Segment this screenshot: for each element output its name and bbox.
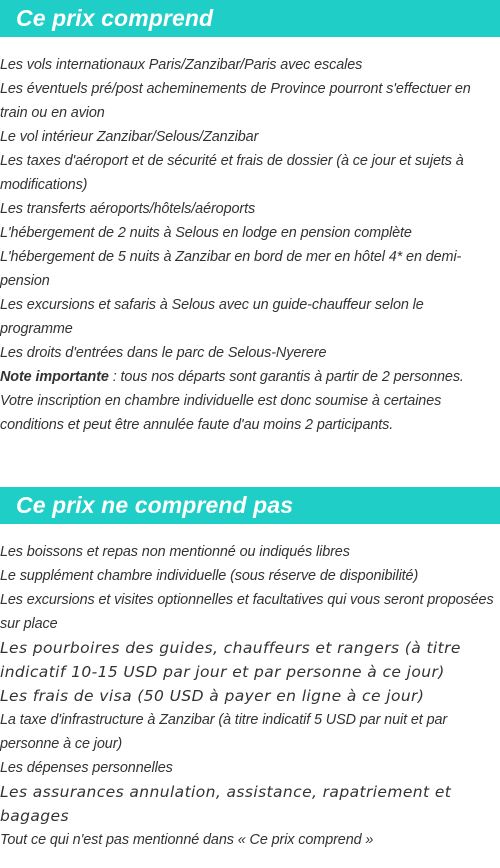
included-item: L'hébergement de 2 nuits à Selous en lodge en pension complète bbox=[0, 225, 412, 241]
included-item: Les taxes d'aéroport et de sécurité et frais de dossier (à ce jour et sujets à modifications) bbox=[0, 153, 464, 193]
excluded-item: Les assurances annulation, assistance, rapatriement et bagages bbox=[0, 783, 452, 825]
included-item: Les transferts aéroports/hôtels/aéroports bbox=[0, 201, 256, 217]
excluded-section-title: Ce prix ne comprend pas bbox=[0, 487, 500, 524]
included-item: Les vols internationaux Paris/Zanzibar/Paris avec escales bbox=[0, 57, 363, 73]
included-item: Les éventuels pré/post acheminements de Province pourront s'effectuer en train ou en avion bbox=[0, 81, 471, 121]
included-item: L'hébergement de 5 nuits à Zanzibar en bord de mer en hôtel 4* en demi-pension bbox=[0, 249, 462, 289]
excluded-item: Les excursions et visites optionnelles et facultatives qui vous seront proposées sur place bbox=[0, 592, 494, 632]
excluded-item: Les pourboires des guides, chauffeurs et rangers (à titre indicatif 10-15 USD par jour et par personne à ce jour) bbox=[0, 639, 461, 681]
excluded-item: Les frais de visa (50 USD à payer en ligne à ce jour) bbox=[0, 687, 425, 705]
important-note bbox=[0, 365, 500, 437]
excluded-item: Les boissons et repas non mentionné ou indiqués libres bbox=[0, 544, 350, 560]
included-list bbox=[0, 53, 500, 365]
excluded-item: La taxe d'infrastructure à Zanzibar (à titre indicatif 5 USD par nuit et par personne à ce jour) bbox=[0, 712, 448, 752]
included-item: Les excursions et safaris à Selous avec un guide-chauffeur selon le programme bbox=[0, 297, 424, 337]
excluded-item: Les dépenses personnelles bbox=[0, 760, 173, 776]
included-item: Les droits d'entrées dans le parc de Selous-Nyerere bbox=[0, 345, 327, 361]
note-text: : tous nos départs sont garantis à partir de 2 personnes. Votre inscription en chambre individuelle est donc soumise à certaines conditions et peut être annulée faute d'au moins 2 participants. bbox=[0, 369, 464, 433]
included-item: Le vol intérieur Zanzibar/Selous/Zanzibar bbox=[0, 129, 259, 145]
excluded-list bbox=[0, 540, 500, 852]
note-label: Note importante bbox=[0, 369, 109, 385]
excluded-item: Tout ce qui n'est pas mentionné dans « Ce prix comprend » bbox=[0, 832, 374, 848]
excluded-item: Le supplément chambre individuelle (sous réserve de disponibilité) bbox=[0, 568, 419, 584]
included-section-title: Ce prix comprend bbox=[0, 0, 500, 37]
